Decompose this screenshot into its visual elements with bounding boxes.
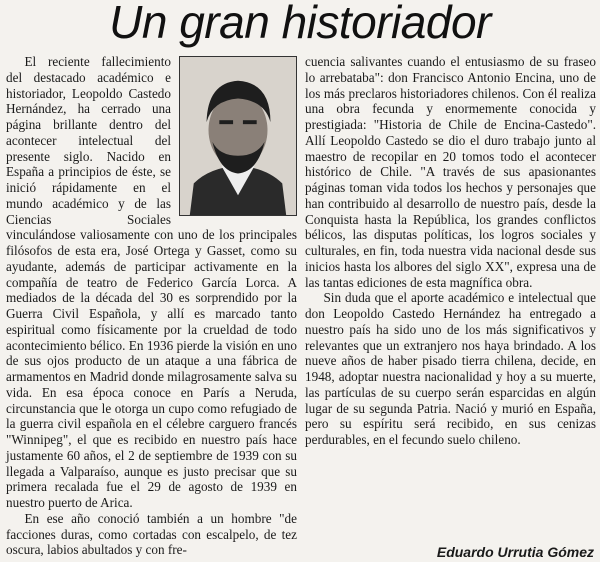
headline: Un gran historiador: [109, 0, 491, 48]
article-column-1: [6, 54, 297, 560]
portrait-photo: [179, 56, 297, 216]
author-byline: Eduardo Urrutia Gómez: [436, 544, 594, 560]
paragraph-1: El reciente fallecimiento del destacado académico e historiador, Leopoldo Castedo Hernández, ha cerrado una página brillante dentro del acontecer intelectual del presente siglo. Nacido en España a principios de éste, se inició rápidamente en el mundo académico y de las Ciencias Sociales vinculándose valiosamente con uno de los principales filósofos de esta era, José Ortega y Gasset, como su ayudante, además de participar activamente en la compañía de teatro de Federico García Lorca. A mediados de la década del 30 es sorprendido por la Guerra Civil Española, y allí es marcado tanto espiritual como físicamente por la crueldad de todo acontecimiento bélico. En 1936 pierde la visión en uno de sus ojos producto de un ataque a una fábrica de armamentos en Madrid donde milagrosamente salva su vida. En esa época conoce en París a Neruda, circunstancia que le otorga un cupo como refugiado de la guerra civil española en el célebre carguero francés "Winnipeg", el que es recibido en nuestro país hace justamente 60 años, el 2 de septiembre de 1939 con su llegada a Valparaíso, aunque es justo precisar que su primera recalada fue el 29 de agosto de 1939 en nuestro puerto de Arica.: [6, 54, 297, 510]
article-column-2: [305, 54, 596, 544]
paragraph-2: En ese año conoció también a un hombre "de facciones duras, como cortadas con escalpelo, de tez oscura, labios abultados y con fre-: [6, 510, 297, 558]
paragraph-3: cuencia salivantes cuando el entusiasmo de su fraseo lo arrebataba": don Francisco Antonio Encina, uno de los más preclaros historiadores chilenos. Con él realiza una obra fecunda y enormemente conocida y prestigiada: "Historia de Chile de Encina-Castedo". Allí Leopoldo Castedo se dio el duro trabajo junto al maestro de recopilar en 20 tomos todo el acontecer histórico de Chile. "A través de sus apasionantes páginas toman vida todos los hechos y personajes que han contribuido al desarrollo de nuestro país, desde la Conquista hasta la República, los grandes conflictos bélicos, las disputas políticas, los logros sociales y culturales, en fin, toda nuestra vida nacional desde sus inicios hasta los albores del siglo XX", expresa una de las tantas ediciones de esta magnífica obra.: [305, 54, 596, 290]
paragraph-4: Sin duda que el aporte académico e intelectual que don Leopoldo Castedo Hernández ha entregado a nuestro país ha sido uno de los más significativos y relevantes que un extranjero nos haya brindado. A los nueve años de haber pisado tierra chilena, decide, en 1948, adoptar nuestra nacionalidad y hoy a su muerte, las partículas de su cuerpo serán esparcidas en algún lugar de su segunda Patria. Nació y murió en España, pero su espíritu será recibido, en sus cenizas perdurables, en el fecundo suelo chileno.: [305, 290, 596, 447]
